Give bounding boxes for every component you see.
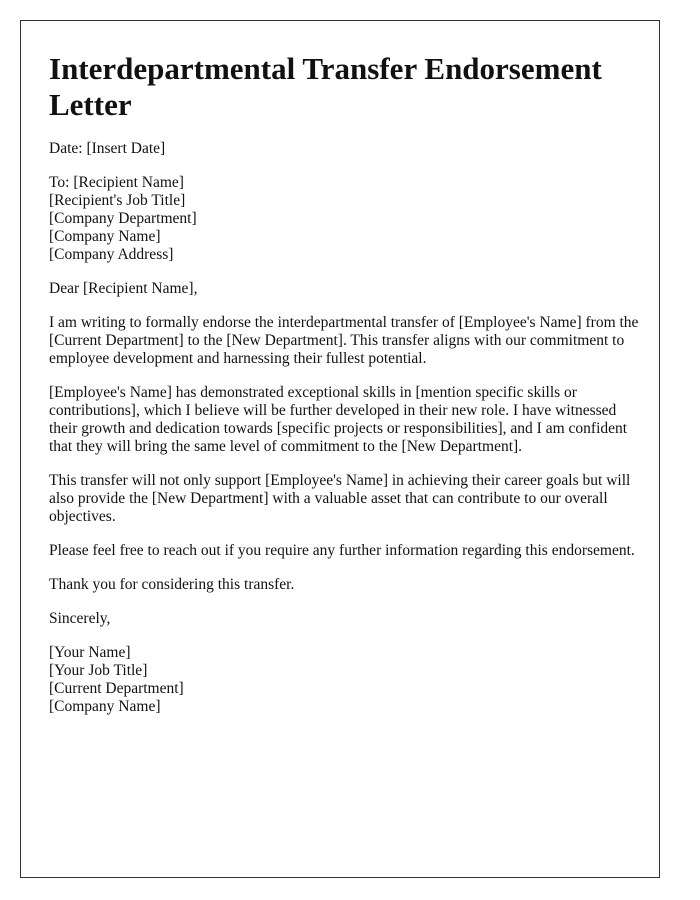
recipient-line: To: [Recipient Name] [49, 174, 184, 191]
salutation: Dear [Recipient Name], [49, 280, 198, 297]
body-paragraph: I am writing to formally endorse the interdepartmental transfer of [Employee's Name] from the [Current Department] to the [New Department]. This transfer aligns with our commitment to employee development and harnessing their fullest potential. [49, 314, 639, 367]
recipient-line: [Company Department] [49, 210, 197, 227]
signature-line: [Company Name] [49, 698, 161, 715]
body-paragraph: This transfer will not only support [Employee's Name] in achieving their career goals but will also provide the [New Department] with a valuable asset that can contribute to our overall objectives. [49, 472, 631, 525]
recipient-line: [Recipient's Job Title] [49, 192, 186, 209]
signature-line: [Your Job Title] [49, 662, 148, 679]
letter-body [49, 51, 639, 732]
date-line: Date: [Insert Date] [49, 140, 166, 157]
letter-page [20, 20, 660, 878]
letter-title: Interdepartmental Transfer Endorsement Letter [49, 51, 602, 122]
body-paragraph: [Employee's Name] has demonstrated exceptional skills in [mention specific skills or contributions], which I believe will be further developed in their new role. I have witnessed their growth and dedication towards [specific projects or responsibilities], and I am confident that they will bring the same level of commitment to the [New Department]. [49, 384, 628, 455]
signature-line: [Your Name] [49, 644, 131, 661]
closing: Sincerely, [49, 610, 111, 627]
signature-line: [Current Department] [49, 680, 184, 697]
body-paragraph: Please feel free to reach out if you require any further information regarding this endorsement. [49, 542, 635, 559]
recipient-block [49, 174, 639, 264]
body-paragraph: Thank you for considering this transfer. [49, 576, 295, 593]
recipient-line: [Company Address] [49, 246, 174, 263]
signature-block [49, 644, 639, 716]
recipient-line: [Company Name] [49, 228, 161, 245]
